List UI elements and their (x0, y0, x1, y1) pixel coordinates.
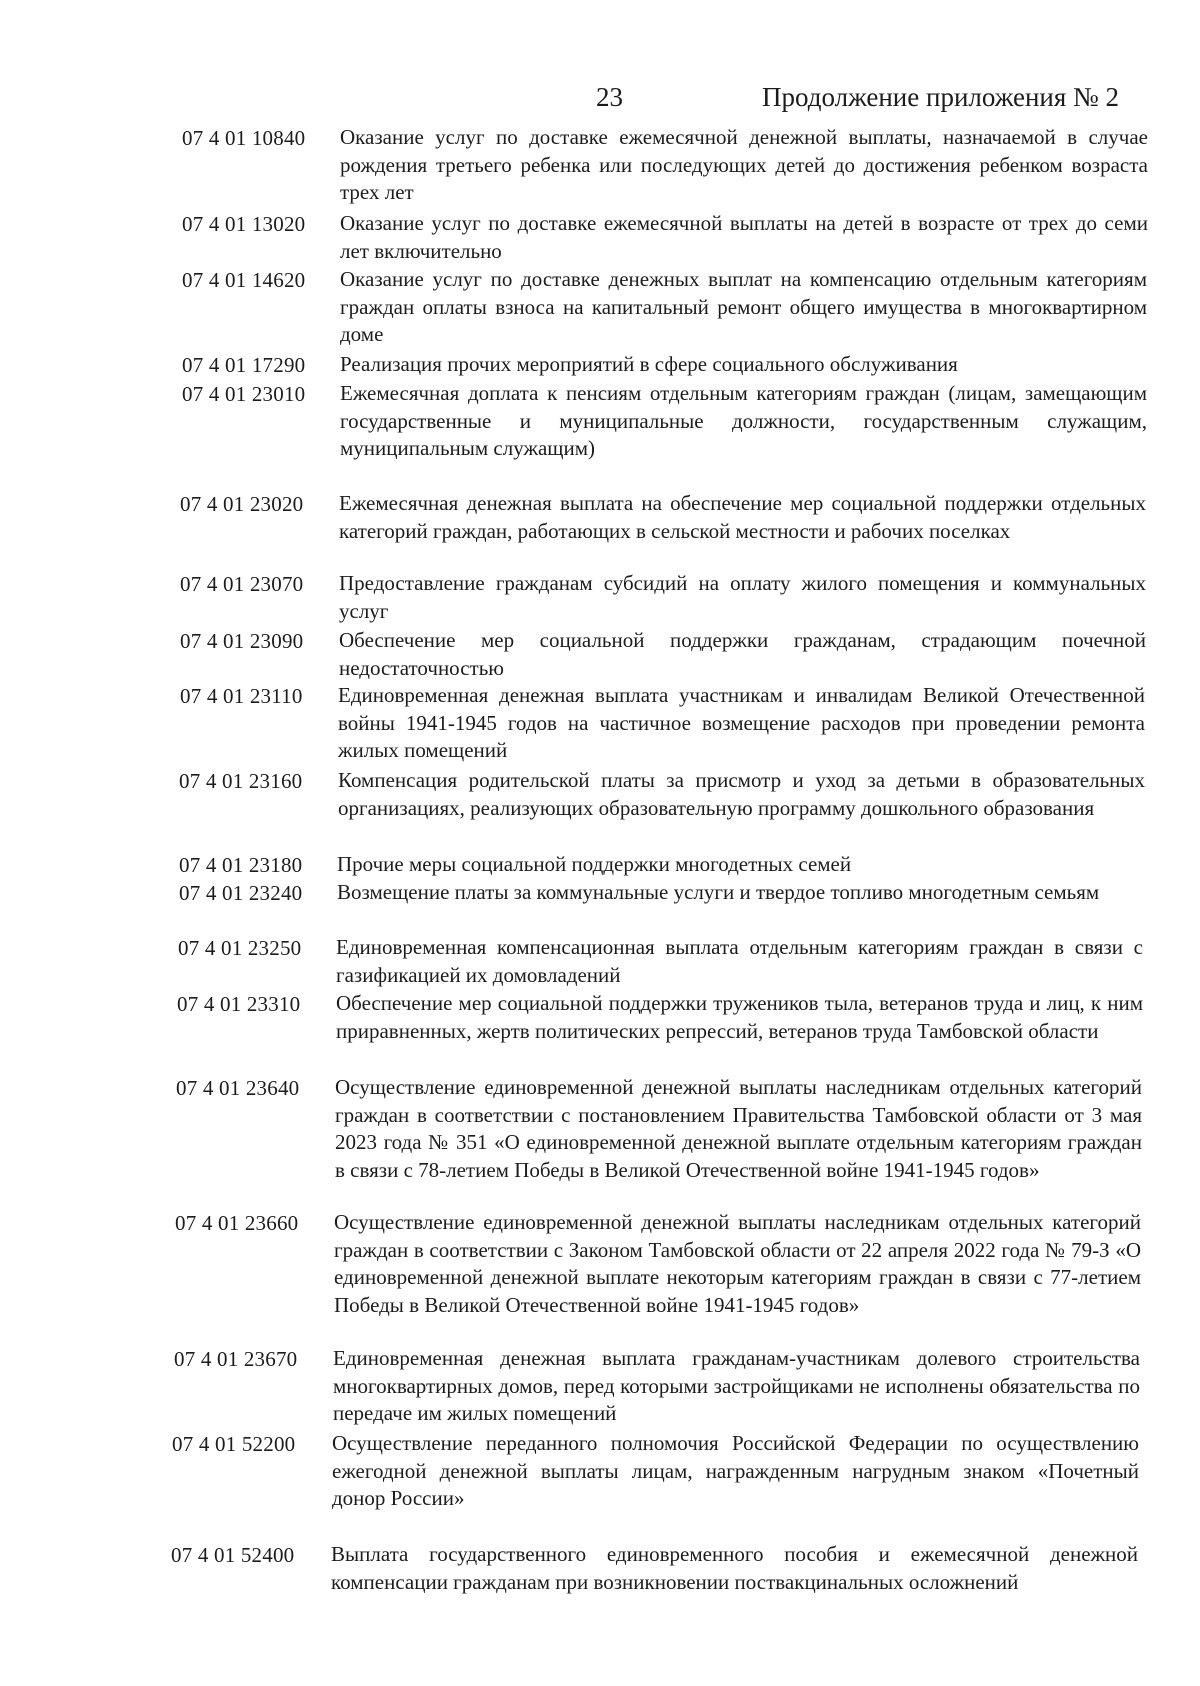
entry-text: Оказание услуг по доставке ежемесячной денежной выплаты, назначаемой в случае рождения третьего ребенка или последующих детей до достижения ребенком возраста трех лет (340, 125, 1148, 205)
entry-text: Единовременная денежная выплата участникам и инвалидам Великой Отечественной войны 1941-1945 годов на частичное возмещение расходов при проведении ремонта жилых помещений (338, 683, 1145, 763)
entry-code: 07 4 01 52200 (172, 1432, 296, 1456)
entry-code: 07 4 01 23660 (175, 1211, 299, 1235)
entry-text: Реализация прочих мероприятий в сфере социального обслуживания (340, 352, 958, 376)
entry-code: 07 4 01 23180 (179, 853, 303, 877)
entry-text: Осуществление единовременной денежной выплаты наследникам отдельных категорий граждан в соответствии с постановлением Правительства Тамбовской области от 3 мая 2023 года № 351 «О единовременной денежной выплате отдельным категориям граждан в связи с 78-летием Победы в Великой Отечественной войне 1941-1945 годов» (335, 1075, 1142, 1182)
entry-code: 07 4 01 23640 (176, 1076, 300, 1100)
entry-text: Единовременная компенсационная выплата отдельным категориям граждан в связи с газификацией их домовладений (336, 935, 1143, 987)
entry-code: 07 4 01 23070 (180, 572, 304, 596)
entry-code: 07 4 01 10840 (182, 126, 306, 150)
entry-text: Ежемесячная денежная выплата на обеспечение мер социальной поддержки отдельных категорий граждан, работающих в сельской местности и рабочих поселках (339, 491, 1146, 543)
entry-text: Ежемесячная доплата к пенсиям отдельным категориям граждан (лицам, замещающим государственные и муниципальные должности, государственным служащим, муниципальным служащим) (340, 381, 1147, 461)
entry-text: Оказание услуг по доставке денежных выплат на компенсацию отдельным категориям граждан оплаты взноса на капитальный ремонт общего имущества в многоквартирном доме (340, 267, 1147, 347)
entry-text: Предоставление гражданам субсидий на оплату жилого помещения и коммунальных услуг (339, 571, 1146, 623)
entry-code: 07 4 01 23020 (180, 492, 304, 516)
entry-code: 07 4 01 17290 (182, 353, 306, 377)
entry-text: Компенсация родительской платы за присмотр и уход за детьми в образовательных организациях, реализующих образовательную программу дошкольного образования (338, 768, 1145, 820)
entry-code: 07 4 01 52400 (171, 1543, 295, 1567)
entry-code: 07 4 01 23240 (179, 881, 303, 905)
entry-text: Возмещение платы за коммунальные услуги и твердое топливо многодетным семьям (337, 880, 1100, 904)
entry-code: 07 4 01 23110 (180, 684, 303, 708)
entry-code: 07 4 01 23160 (179, 769, 303, 793)
entry-code: 07 4 01 23310 (177, 992, 301, 1016)
entry-code: 07 4 01 14620 (182, 268, 306, 292)
entry-text: Осуществление переданного полномочия Российской Федерации по осуществлению ежегодной денежной выплаты лицам, награжденным нагрудным знаком «Почетный донор России» (332, 1431, 1139, 1511)
entry-code: 07 4 01 23670 (174, 1347, 298, 1371)
entry-text: Осуществление единовременной денежной выплаты наследникам отдельных категорий граждан в соответствии с Законом Тамбовской области от 22 апреля 2022 года № 79-З «О единовременной денежной выплате некоторым категориям граждан в связи с 77-летием Победы в Великой Отечественной войне 1941-1945 годов» (334, 1210, 1141, 1317)
entry-text: Обеспечение мер социальной поддержки гражданам, страдающим почечной недостаточностью (339, 628, 1146, 680)
entry-code: 07 4 01 23090 (180, 629, 304, 653)
entry-code: 07 4 01 23010 (182, 382, 306, 406)
entry-text: Оказание услуг по доставке ежемесячной выплаты на детей в возрасте от трех до семи лет включительно (340, 211, 1148, 263)
page-number: 23 (596, 82, 623, 112)
entry-text: Прочие меры социальной поддержки многодетных семей (337, 852, 852, 876)
entry-code: 07 4 01 23250 (178, 936, 302, 960)
entry-text: Единовременная денежная выплата гражданам-участникам долевого строительства многоквартирных домов, перед которыми застройщиками не исполнены обязательства по передаче им жилых помещений (333, 1346, 1140, 1426)
entry-code: 07 4 01 13020 (182, 212, 306, 236)
entry-text: Выплата государственного единовременного пособия и ежемесячной денежной компенсации гражданам при возникновении поствакцинальных осложнений (331, 1542, 1138, 1594)
continuation-title: Продолжение приложения № 2 (762, 82, 1120, 112)
entry-text: Обеспечение мер социальной поддержки тружеников тыла, ветеранов труда и лиц, к ним приравненных, жертв политических репрессий, ветеранов труда Тамбовской области (336, 991, 1143, 1043)
